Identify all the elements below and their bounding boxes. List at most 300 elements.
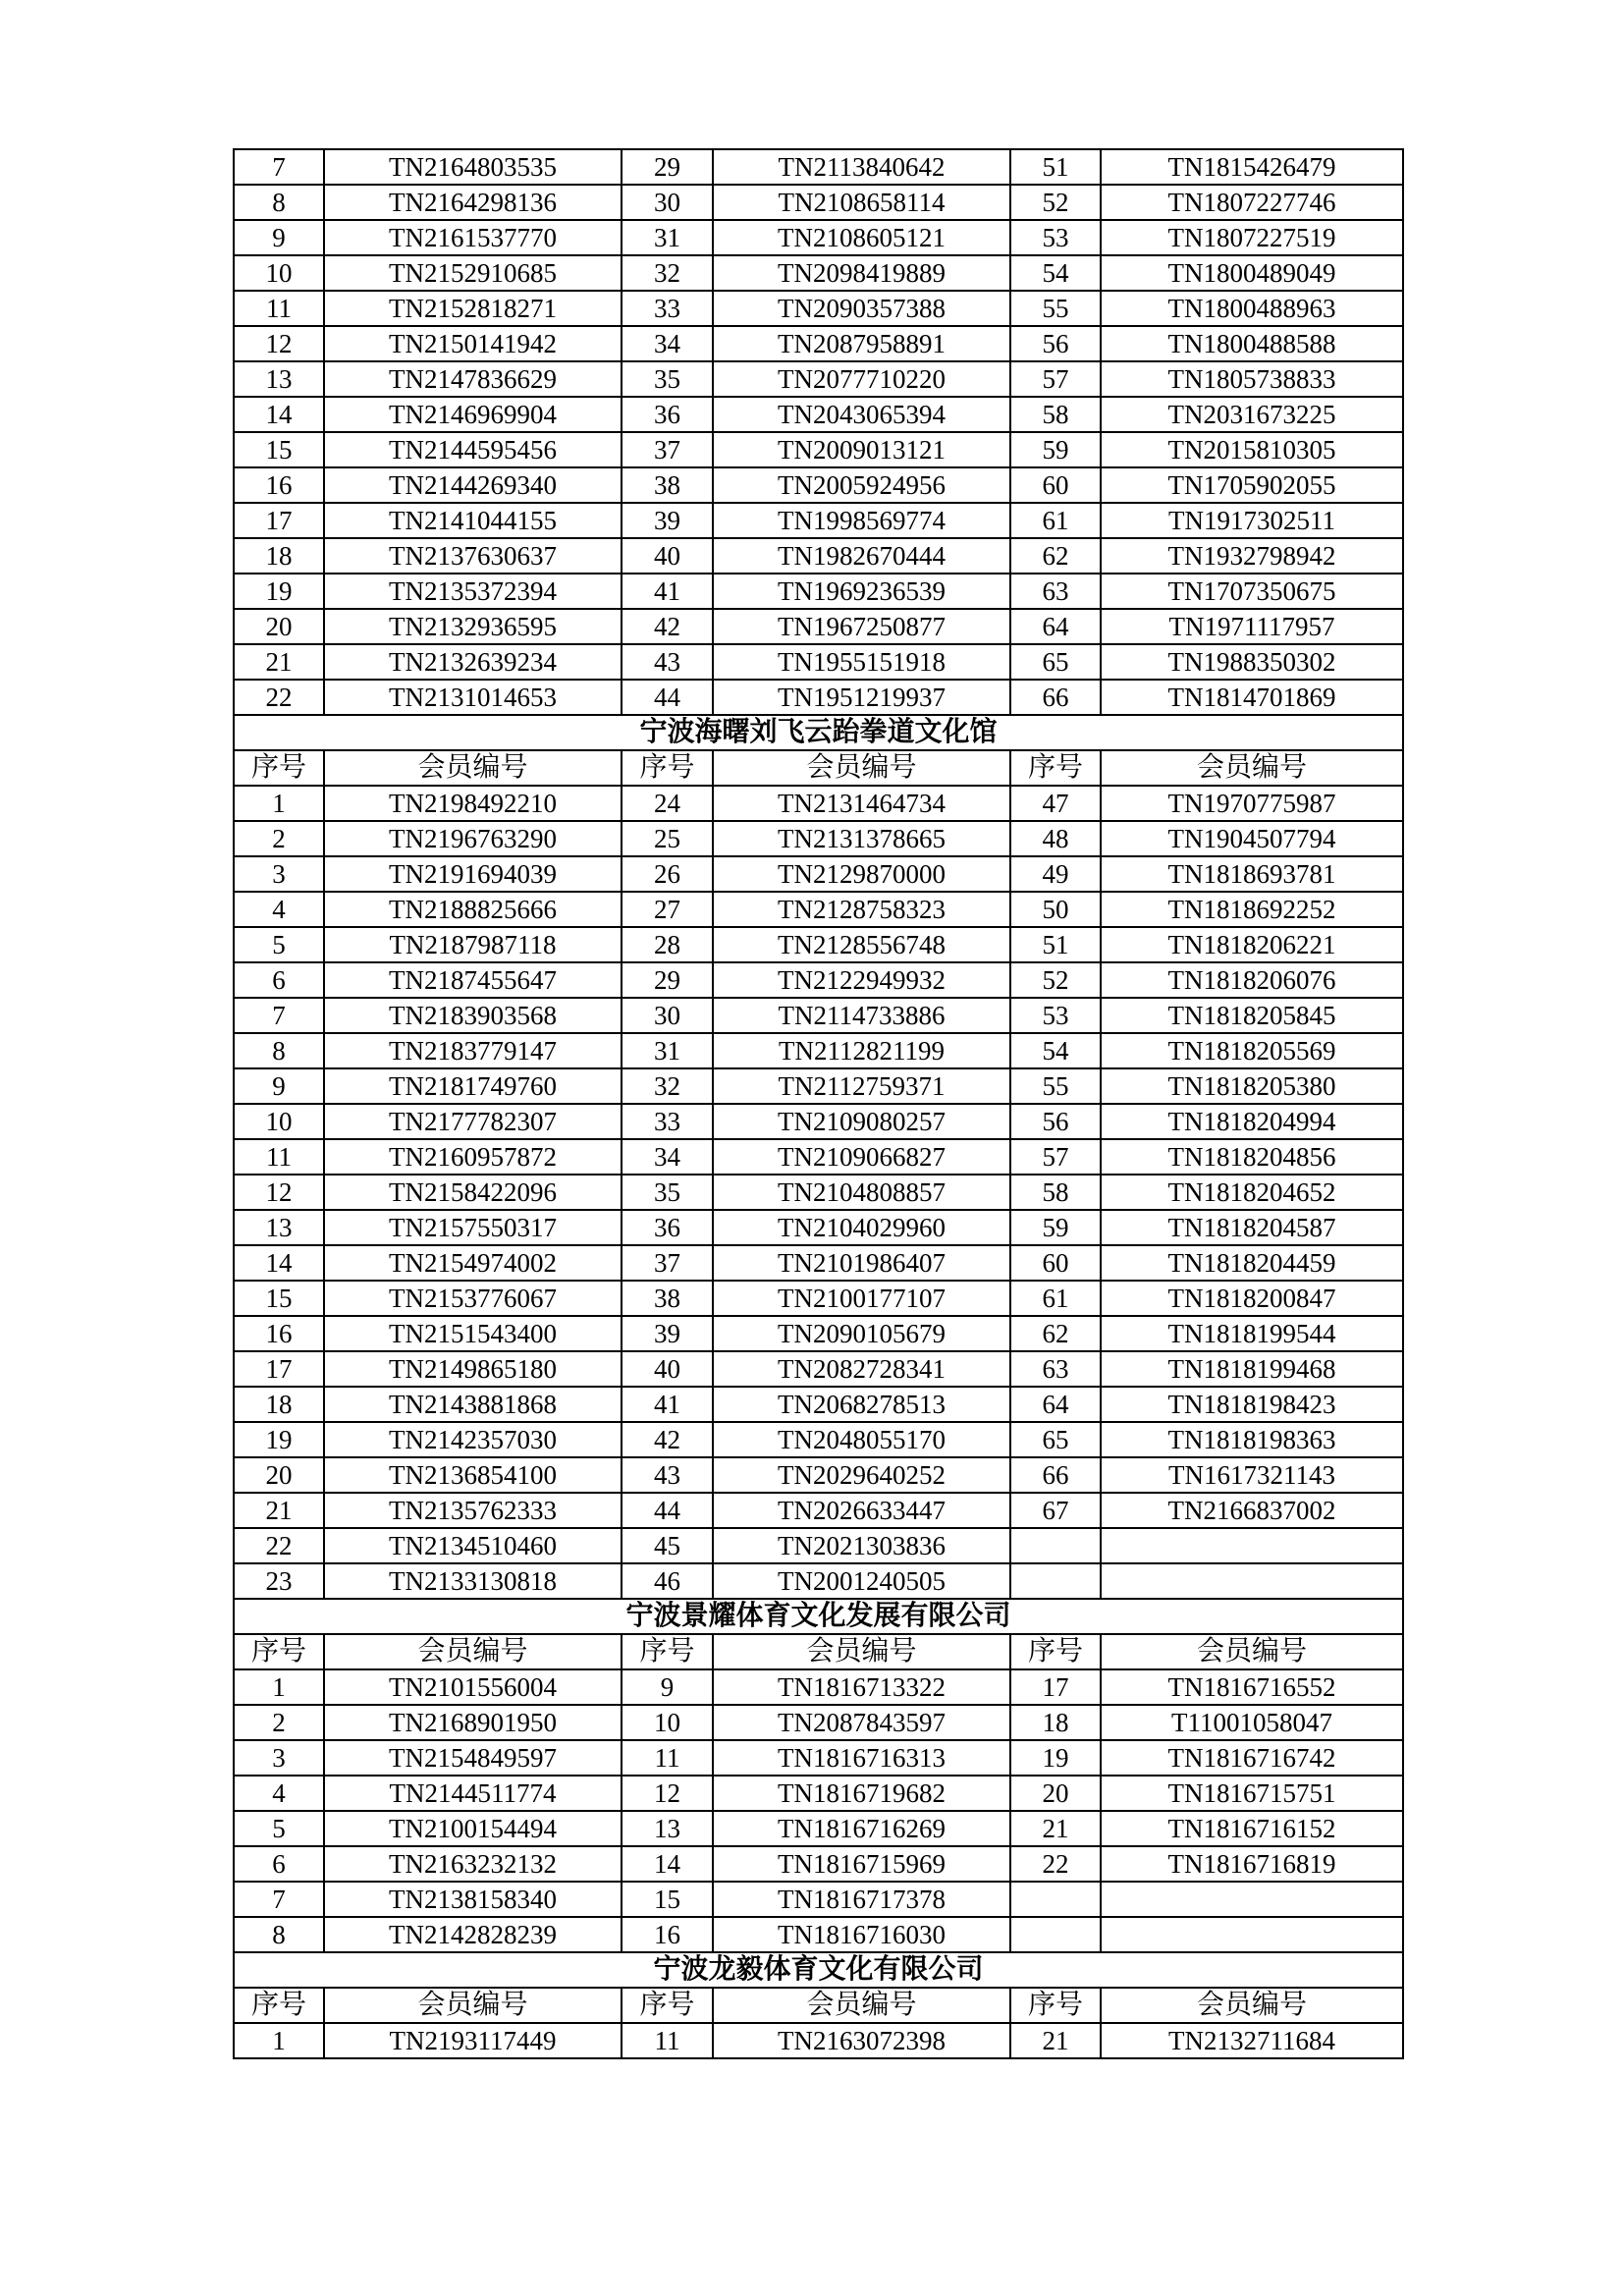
table-row: [234, 255, 1403, 291]
serial-number-cell: 15: [234, 1281, 324, 1316]
member-id-cell: TN1967250877: [713, 609, 1010, 644]
serial-number-cell: 18: [234, 1387, 324, 1422]
member-id-cell: TN2132936595: [324, 609, 622, 644]
serial-number-cell: 21: [234, 1493, 324, 1528]
serial-number-cell: 53: [1010, 998, 1101, 1033]
table-row: [234, 1740, 1403, 1776]
column-header-row: [234, 1988, 1403, 2023]
serial-number-cell: 17: [1010, 1669, 1101, 1705]
table-row: [234, 1068, 1403, 1104]
member-id-cell: TN1816719682: [713, 1776, 1010, 1811]
serial-number-cell: 30: [622, 185, 713, 220]
member-id-cell: TN1818205845: [1101, 998, 1403, 1033]
member-id-cell: TN2154849597: [324, 1740, 622, 1776]
member-id-cell: TN2163232132: [324, 1846, 622, 1882]
member-id-cell: TN2132639234: [324, 644, 622, 680]
serial-number-cell: 67: [1010, 1493, 1101, 1528]
member-id-cell: TN1816716269: [713, 1811, 1010, 1846]
serial-number-cell: 36: [622, 1210, 713, 1245]
member-id-cell: TN2134510460: [324, 1528, 622, 1563]
member-id-cell: TN2160957872: [324, 1139, 622, 1175]
header-member-id: 会员编号: [324, 1988, 622, 2023]
table-row: [234, 1457, 1403, 1493]
serial-number-cell: 22: [1010, 1846, 1101, 1882]
serial-number-cell: 45: [622, 1528, 713, 1563]
serial-number-cell: 33: [622, 291, 713, 326]
serial-number-cell: 52: [1010, 962, 1101, 998]
member-id-cell: TN2142357030: [324, 1422, 622, 1457]
serial-number-cell: 23: [234, 1563, 324, 1599]
table-row: [234, 1705, 1403, 1740]
serial-number-cell: 14: [234, 397, 324, 432]
serial-number-cell: 58: [1010, 397, 1101, 432]
member-id-cell: TN2128556748: [713, 927, 1010, 962]
serial-number-cell: 12: [234, 1175, 324, 1210]
member-table: [233, 148, 1404, 2059]
member-id-cell: TN1818198363: [1101, 1422, 1403, 1457]
serial-number-cell: 22: [234, 1528, 324, 1563]
serial-number-cell: 47: [1010, 786, 1101, 821]
table-row: [234, 892, 1403, 927]
table-row: [234, 574, 1403, 609]
member-id-cell: TN1800488588: [1101, 326, 1403, 361]
member-id-cell: TN1818205380: [1101, 1068, 1403, 1104]
table-row: [234, 680, 1403, 715]
member-id-cell: TN1816717378: [713, 1882, 1010, 1917]
header-serial-number: 序号: [622, 750, 713, 786]
table-row: [234, 1245, 1403, 1281]
serial-number-cell: 49: [1010, 856, 1101, 892]
member-id-cell: TN2133130818: [324, 1563, 622, 1599]
serial-number-cell: 28: [622, 927, 713, 962]
serial-number-cell: 36: [622, 397, 713, 432]
table-row: [234, 856, 1403, 892]
serial-number-cell: 62: [1010, 1316, 1101, 1351]
serial-number-cell: 54: [1010, 255, 1101, 291]
member-id-cell: TN2101556004: [324, 1669, 622, 1705]
serial-number-cell: 9: [234, 1068, 324, 1104]
member-id-cell: TN2193117449: [324, 2023, 622, 2058]
serial-number-cell: 37: [622, 1245, 713, 1281]
table-row: [234, 503, 1403, 538]
serial-number-cell: 38: [622, 467, 713, 503]
member-id-cell: TN1617321143: [1101, 1457, 1403, 1493]
serial-number-cell: 8: [234, 1917, 324, 1952]
serial-number-cell: 34: [622, 1139, 713, 1175]
member-id-cell: TN2131464734: [713, 786, 1010, 821]
member-id-cell: TN2026633447: [713, 1493, 1010, 1528]
serial-number-cell: 43: [622, 1457, 713, 1493]
serial-number-cell: 48: [1010, 821, 1101, 856]
serial-number-cell: 55: [1010, 1068, 1101, 1104]
serial-number-cell: 12: [234, 326, 324, 361]
table-row: [234, 1387, 1403, 1422]
serial-number-cell: 60: [1010, 467, 1101, 503]
serial-number-cell: 66: [1010, 680, 1101, 715]
serial-number-cell: 52: [1010, 185, 1101, 220]
header-member-id: 会员编号: [713, 750, 1010, 786]
member-id-cell: TN1904507794: [1101, 821, 1403, 856]
serial-number-cell: 65: [1010, 644, 1101, 680]
serial-number-cell: 33: [622, 1104, 713, 1139]
table-row: [234, 1776, 1403, 1811]
serial-number-cell: 22: [234, 680, 324, 715]
member-id-cell: TN2198492210: [324, 786, 622, 821]
serial-number-cell: 54: [1010, 1033, 1101, 1068]
serial-number-cell: 61: [1010, 1281, 1101, 1316]
table-row: [234, 1882, 1403, 1917]
member-id-cell: TN2144511774: [324, 1776, 622, 1811]
header-serial-number: 序号: [234, 750, 324, 786]
serial-number-cell: 7: [234, 149, 324, 185]
member-id-cell: TN1707350675: [1101, 574, 1403, 609]
serial-number-cell: 32: [622, 255, 713, 291]
serial-number-cell: 11: [622, 2023, 713, 2058]
member-id-cell: TN2166837002: [1101, 1493, 1403, 1528]
serial-number-cell: 15: [234, 432, 324, 467]
serial-number-cell: 41: [622, 574, 713, 609]
member-id-cell: TN2101986407: [713, 1245, 1010, 1281]
member-id-cell: TN1805738833: [1101, 361, 1403, 397]
table-row: [234, 2023, 1403, 2058]
serial-number-cell: [1010, 1563, 1101, 1599]
serial-number-cell: 25: [622, 821, 713, 856]
member-id-cell: TN2108658114: [713, 185, 1010, 220]
member-id-cell: TN1818204856: [1101, 1139, 1403, 1175]
member-id-cell: TN1816715969: [713, 1846, 1010, 1882]
serial-number-cell: 56: [1010, 326, 1101, 361]
member-id-cell: TN1971117957: [1101, 609, 1403, 644]
header-serial-number: 序号: [1010, 1988, 1101, 2023]
serial-number-cell: 10: [622, 1705, 713, 1740]
serial-number-cell: 13: [234, 1210, 324, 1245]
member-id-cell: TN2150141942: [324, 326, 622, 361]
serial-number-cell: 43: [622, 644, 713, 680]
member-id-cell: TN2138158340: [324, 1882, 622, 1917]
header-member-id: 会员编号: [324, 750, 622, 786]
serial-number-cell: 21: [1010, 2023, 1101, 2058]
member-id-cell: TN1816716552: [1101, 1669, 1403, 1705]
serial-number-cell: 8: [234, 1033, 324, 1068]
table-row: [234, 1281, 1403, 1316]
table-row: [234, 1811, 1403, 1846]
serial-number-cell: 1: [234, 2023, 324, 2058]
member-id-cell: TN2122949932: [713, 962, 1010, 998]
serial-number-cell: 5: [234, 1811, 324, 1846]
serial-number-cell: 18: [1010, 1705, 1101, 1740]
serial-number-cell: 57: [1010, 361, 1101, 397]
member-id-cell: TN2142828239: [324, 1917, 622, 1952]
member-id-cell: TN1818199544: [1101, 1316, 1403, 1351]
member-id-cell: TN1816716819: [1101, 1846, 1403, 1882]
member-id-cell: TN2152818271: [324, 291, 622, 326]
member-id-cell: TN2112821199: [713, 1033, 1010, 1068]
table-row: [234, 1033, 1403, 1068]
serial-number-cell: 59: [1010, 1210, 1101, 1245]
table-row: [234, 927, 1403, 962]
serial-number-cell: 5: [234, 927, 324, 962]
serial-number-cell: 57: [1010, 1139, 1101, 1175]
member-id-cell: TN1818205569: [1101, 1033, 1403, 1068]
member-id-cell: TN2157550317: [324, 1210, 622, 1245]
table-row: [234, 1316, 1403, 1351]
table-row: [234, 1493, 1403, 1528]
table-row: [234, 149, 1403, 185]
serial-number-cell: 37: [622, 432, 713, 467]
member-id-cell: TN1818200847: [1101, 1281, 1403, 1316]
member-id-cell: TN2153776067: [324, 1281, 622, 1316]
table-row: [234, 538, 1403, 574]
serial-number-cell: 55: [1010, 291, 1101, 326]
member-id-cell: TN1818199468: [1101, 1351, 1403, 1387]
serial-number-cell: 40: [622, 1351, 713, 1387]
serial-number-cell: 62: [1010, 538, 1101, 574]
member-id-cell: TN1818198423: [1101, 1387, 1403, 1422]
member-id-cell: TN2108605121: [713, 220, 1010, 255]
serial-number-cell: 59: [1010, 432, 1101, 467]
section-title-row: [234, 1599, 1403, 1634]
member-id-cell: TN2005924956: [713, 467, 1010, 503]
serial-number-cell: 53: [1010, 220, 1101, 255]
member-id-cell: TN2196763290: [324, 821, 622, 856]
serial-number-cell: 3: [234, 1740, 324, 1776]
serial-number-cell: 10: [234, 255, 324, 291]
member-id-cell: TN1969236539: [713, 574, 1010, 609]
header-member-id: 会员编号: [1101, 750, 1403, 786]
serial-number-cell: 2: [234, 1705, 324, 1740]
table-row: [234, 1175, 1403, 1210]
serial-number-cell: 8: [234, 185, 324, 220]
serial-number-cell: [1010, 1917, 1101, 1952]
serial-number-cell: 34: [622, 326, 713, 361]
header-serial-number: 序号: [234, 1634, 324, 1669]
member-id-cell: TN2113840642: [713, 149, 1010, 185]
header-serial-number: 序号: [1010, 750, 1101, 786]
serial-number-cell: 11: [622, 1740, 713, 1776]
member-id-cell: TN2087958891: [713, 326, 1010, 361]
serial-number-cell: 14: [622, 1846, 713, 1882]
table-row: [234, 291, 1403, 326]
serial-number-cell: 21: [1010, 1811, 1101, 1846]
member-id-cell: TN1818204652: [1101, 1175, 1403, 1210]
member-id-cell: [1101, 1528, 1403, 1563]
member-id-cell: TN1818692252: [1101, 892, 1403, 927]
member-id-cell: TN2100177107: [713, 1281, 1010, 1316]
member-id-cell: TN2029640252: [713, 1457, 1010, 1493]
member-id-cell: TN1818206221: [1101, 927, 1403, 962]
table-row: [234, 1210, 1403, 1245]
table-row: [234, 1528, 1403, 1563]
member-id-cell: TN2104029960: [713, 1210, 1010, 1245]
member-id-cell: TN2001240505: [713, 1563, 1010, 1599]
member-id-cell: TN1815426479: [1101, 149, 1403, 185]
table-row: [234, 326, 1403, 361]
member-id-cell: TN2090357388: [713, 291, 1010, 326]
serial-number-cell: 41: [622, 1387, 713, 1422]
serial-number-cell: 58: [1010, 1175, 1101, 1210]
serial-number-cell: 44: [622, 1493, 713, 1528]
header-member-id: 会员编号: [324, 1634, 622, 1669]
serial-number-cell: 51: [1010, 927, 1101, 962]
member-id-cell: TN1955151918: [713, 644, 1010, 680]
member-id-cell: TN2158422096: [324, 1175, 622, 1210]
member-id-cell: TN2154974002: [324, 1245, 622, 1281]
serial-number-cell: 26: [622, 856, 713, 892]
header-member-id: 会员编号: [1101, 1634, 1403, 1669]
member-id-cell: TN2129870000: [713, 856, 1010, 892]
serial-number-cell: 14: [234, 1245, 324, 1281]
member-id-cell: TN1818206076: [1101, 962, 1403, 998]
serial-number-cell: 64: [1010, 609, 1101, 644]
serial-number-cell: [1010, 1882, 1101, 1917]
section-title-row: [234, 715, 1403, 750]
serial-number-cell: 64: [1010, 1387, 1101, 1422]
serial-number-cell: 20: [234, 1457, 324, 1493]
member-id-cell: TN2187987118: [324, 927, 622, 962]
member-id-cell: TN2151543400: [324, 1316, 622, 1351]
member-id-cell: TN1917302511: [1101, 503, 1403, 538]
serial-number-cell: 63: [1010, 574, 1101, 609]
serial-number-cell: 66: [1010, 1457, 1101, 1493]
member-id-cell: TN1816716152: [1101, 1811, 1403, 1846]
member-id-cell: TN2021303836: [713, 1528, 1010, 1563]
table-row: [234, 1669, 1403, 1705]
serial-number-cell: 20: [234, 609, 324, 644]
serial-number-cell: 15: [622, 1882, 713, 1917]
serial-number-cell: 50: [1010, 892, 1101, 927]
header-serial-number: 序号: [622, 1634, 713, 1669]
member-id-cell: TN2009013121: [713, 432, 1010, 467]
table-row: [234, 185, 1403, 220]
table-row: [234, 1846, 1403, 1882]
member-id-cell: TN1807227746: [1101, 185, 1403, 220]
serial-number-cell: 40: [622, 538, 713, 574]
serial-number-cell: 17: [234, 503, 324, 538]
member-id-cell: TN2132711684: [1101, 2023, 1403, 2058]
header-serial-number: 序号: [1010, 1634, 1101, 1669]
member-id-cell: TN1970775987: [1101, 786, 1403, 821]
member-id-cell: TN2100154494: [324, 1811, 622, 1846]
member-id-cell: TN2128758323: [713, 892, 1010, 927]
member-id-cell: TN1982670444: [713, 538, 1010, 574]
member-id-cell: TN2181749760: [324, 1068, 622, 1104]
serial-number-cell: 3: [234, 856, 324, 892]
table-row: [234, 1422, 1403, 1457]
member-id-cell: TN1816715751: [1101, 1776, 1403, 1811]
member-id-cell: TN1818204459: [1101, 1245, 1403, 1281]
member-id-cell: TN1818204587: [1101, 1210, 1403, 1245]
section-title: 宁波龙毅体育文化有限公司: [234, 1952, 1403, 1988]
serial-number-cell: 7: [234, 1882, 324, 1917]
serial-number-cell: 20: [1010, 1776, 1101, 1811]
member-id-cell: TN1800489049: [1101, 255, 1403, 291]
table-row: [234, 1351, 1403, 1387]
member-id-cell: TN2183779147: [324, 1033, 622, 1068]
serial-number-cell: 35: [622, 1175, 713, 1210]
member-id-cell: TN1818693781: [1101, 856, 1403, 892]
serial-number-cell: 29: [622, 962, 713, 998]
serial-number-cell: 42: [622, 1422, 713, 1457]
header-serial-number: 序号: [234, 1988, 324, 2023]
member-id-cell: [1101, 1917, 1403, 1952]
serial-number-cell: 13: [234, 361, 324, 397]
member-id-cell: TN2144595456: [324, 432, 622, 467]
serial-number-cell: 46: [622, 1563, 713, 1599]
serial-number-cell: 24: [622, 786, 713, 821]
member-id-cell: TN2164803535: [324, 149, 622, 185]
member-id-cell: TN2104808857: [713, 1175, 1010, 1210]
member-id-cell: TN2031673225: [1101, 397, 1403, 432]
member-id-cell: TN1816716313: [713, 1740, 1010, 1776]
column-header-row: [234, 1634, 1403, 1669]
member-id-cell: TN2183903568: [324, 998, 622, 1033]
serial-number-cell: 7: [234, 998, 324, 1033]
section-title-row: [234, 1952, 1403, 1988]
serial-number-cell: 17: [234, 1351, 324, 1387]
table-row: [234, 1563, 1403, 1599]
member-id-cell: TN2188825666: [324, 892, 622, 927]
member-table-body: [234, 149, 1403, 2058]
serial-number-cell: 38: [622, 1281, 713, 1316]
serial-number-cell: 39: [622, 503, 713, 538]
member-id-cell: TN2043065394: [713, 397, 1010, 432]
serial-number-cell: 31: [622, 1033, 713, 1068]
member-id-cell: TN2015810305: [1101, 432, 1403, 467]
table-row: [234, 361, 1403, 397]
serial-number-cell: 65: [1010, 1422, 1101, 1457]
member-id-cell: TN2077710220: [713, 361, 1010, 397]
member-id-cell: TN1816716030: [713, 1917, 1010, 1952]
serial-number-cell: 56: [1010, 1104, 1101, 1139]
serial-number-cell: 44: [622, 680, 713, 715]
serial-number-cell: 18: [234, 538, 324, 574]
member-id-cell: TN1932798942: [1101, 538, 1403, 574]
serial-number-cell: 30: [622, 998, 713, 1033]
header-member-id: 会员编号: [1101, 1988, 1403, 2023]
member-id-cell: TN2114733886: [713, 998, 1010, 1033]
member-id-cell: TN2131014653: [324, 680, 622, 715]
member-id-cell: TN2135762333: [324, 1493, 622, 1528]
header-serial-number: 序号: [622, 1988, 713, 2023]
member-id-cell: TN1951219937: [713, 680, 1010, 715]
table-row: [234, 1104, 1403, 1139]
section-title: 宁波景耀体育文化发展有限公司: [234, 1599, 1403, 1634]
member-id-cell: TN1800488963: [1101, 291, 1403, 326]
serial-number-cell: 63: [1010, 1351, 1101, 1387]
table-row: [234, 821, 1403, 856]
table-row: [234, 397, 1403, 432]
member-id-cell: TN2143881868: [324, 1387, 622, 1422]
table-row: [234, 1917, 1403, 1952]
table-row: [234, 609, 1403, 644]
serial-number-cell: 61: [1010, 503, 1101, 538]
member-id-cell: TN2152910685: [324, 255, 622, 291]
serial-number-cell: 60: [1010, 1245, 1101, 1281]
serial-number-cell: 16: [234, 1316, 324, 1351]
member-id-cell: TN1818204994: [1101, 1104, 1403, 1139]
serial-number-cell: 12: [622, 1776, 713, 1811]
serial-number-cell: 11: [234, 291, 324, 326]
member-id-cell: TN1988350302: [1101, 644, 1403, 680]
member-id-cell: [1101, 1563, 1403, 1599]
member-id-cell: TN2147836629: [324, 361, 622, 397]
table-row: [234, 1139, 1403, 1175]
section-title: 宁波海曙刘飞云跆拳道文化馆: [234, 715, 1403, 750]
member-id-cell: TN2137630637: [324, 538, 622, 574]
serial-number-cell: 4: [234, 1776, 324, 1811]
member-id-cell: TN2090105679: [713, 1316, 1010, 1351]
serial-number-cell: [1010, 1528, 1101, 1563]
